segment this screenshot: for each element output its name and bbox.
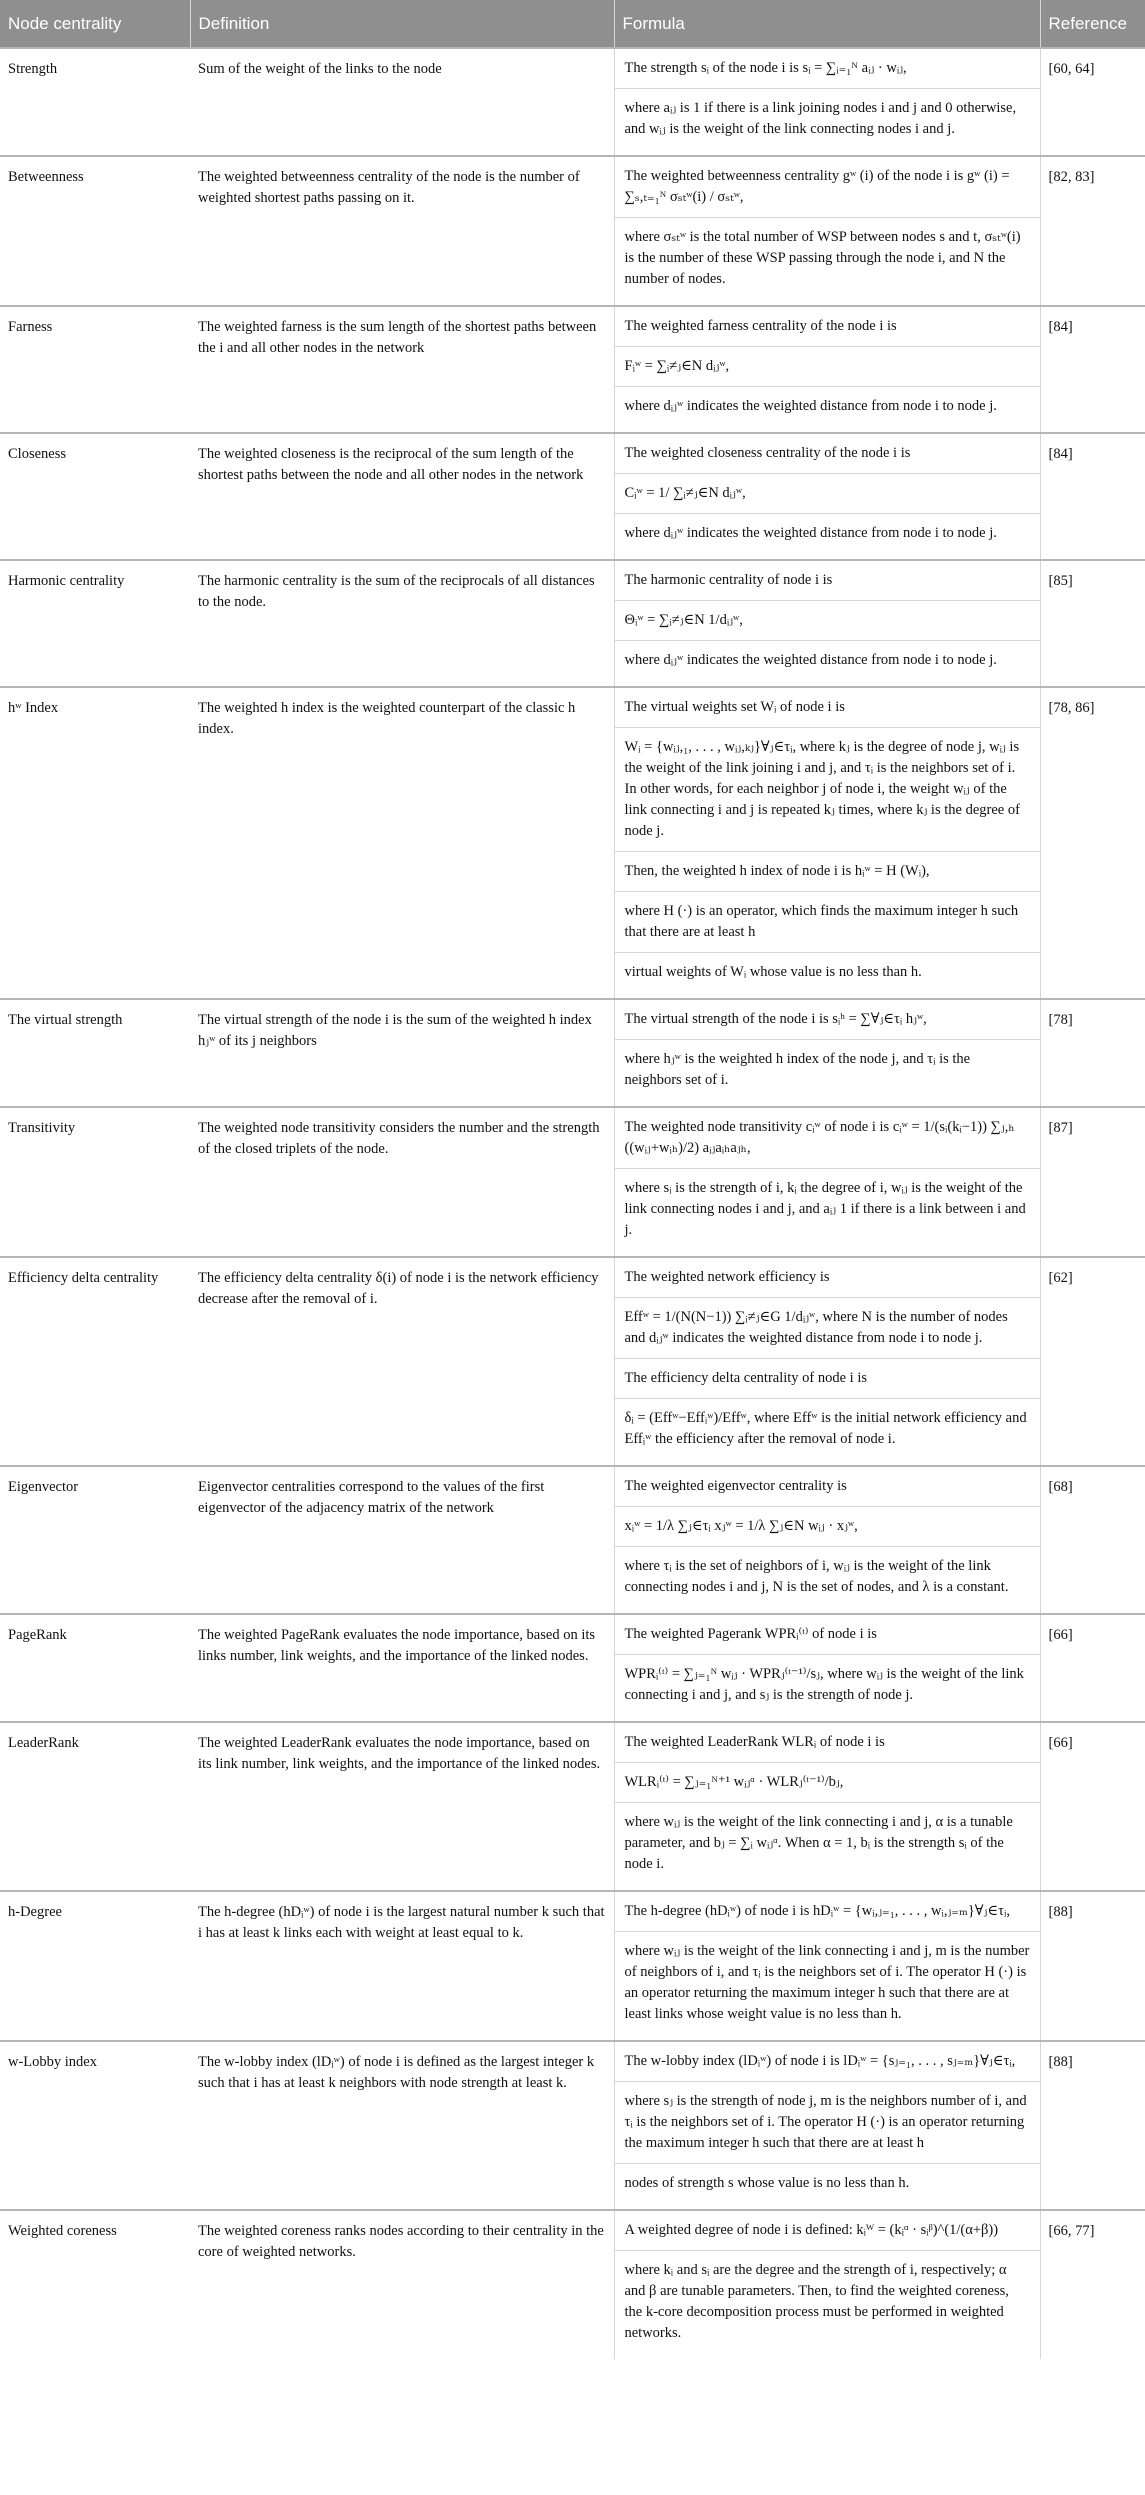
formula-line: The h-degree (hDᵢʷ) of node i is hDᵢʷ = {wᵢ,ⱼ₌₁, . . . , wᵢ,ⱼ₌ₘ}∀ⱼ∈τᵢ, xyxy=(615,1892,1040,1932)
row-formula xyxy=(614,1107,1040,1257)
row-formula xyxy=(614,1614,1040,1722)
table-row xyxy=(0,1891,1145,2041)
formula-line: where τᵢ is the set of neighbors of i, wᵢⱼ is the weight of the link connecting nodes i and j, N is the set of nodes, and λ is a constant. xyxy=(624,1558,1009,1595)
header-row xyxy=(0,0,1145,48)
formula-line: where dᵢⱼʷ indicates the weighted distance from node i to node j. xyxy=(624,652,997,668)
formula-line: The weighted node transitivity cᵢʷ of node i is cᵢʷ = 1/(sᵢ(kᵢ−1)) ∑ⱼ,ₕ ((wᵢⱼ+wᵢₕ)/2) aᵢⱼaᵢₕaⱼₕ, xyxy=(615,1108,1040,1169)
header-reference: Reference xyxy=(1040,0,1145,48)
row-name: Transitivity xyxy=(0,1107,190,1257)
row-definition: Sum of the weight of the links to the node xyxy=(190,48,614,156)
row-formula xyxy=(614,999,1040,1107)
row-name: Strength xyxy=(0,48,190,156)
row-formula xyxy=(614,1466,1040,1614)
row-formula xyxy=(614,48,1040,156)
formula-line: δᵢ = (Effʷ−Effᵢʷ)/Effʷ, where Effʷ is the initial network efficiency and Effᵢʷ the efficiency after the removal of node i. xyxy=(624,1410,1027,1447)
formula-line: The virtual weights set Wᵢ of node i is xyxy=(615,688,1040,728)
row-definition: The weighted PageRank evaluates the node importance, based on its links number, link weights, and the importance of the linked nodes. xyxy=(190,1614,614,1722)
formula-line: The virtual strength of the node i is sᵢʰ = ∑∀ⱼ∈τᵢ hⱼʷ, xyxy=(615,1000,1040,1040)
row-definition: The weighted coreness ranks nodes according to their centrality in the core of weighted networks. xyxy=(190,2210,614,2359)
table-row xyxy=(0,1722,1145,1891)
row-reference: [84] xyxy=(1040,433,1145,560)
formula-line: Cᵢʷ = 1/ ∑ᵢ≠ⱼ∈N dᵢⱼʷ, xyxy=(615,474,1040,514)
row-name: w-Lobby index xyxy=(0,2041,190,2210)
row-definition: The weighted betweenness centrality of the node is the number of weighted shortest paths passing on it. xyxy=(190,156,614,306)
formula-line: where dᵢⱼʷ indicates the weighted distance from node i to node j. xyxy=(624,398,997,414)
table-row xyxy=(0,1257,1145,1466)
table-row xyxy=(0,156,1145,306)
table-row xyxy=(0,48,1145,156)
formula-line: The weighted betweenness centrality gʷ (i) of the node i is gʷ (i) = ∑ₛ,ₜ₌₁ᴺ σₛₜʷ(i) / σₛₜʷ, xyxy=(615,157,1040,218)
row-definition: The weighted LeaderRank evaluates the node importance, based on its link number, link weights, and the importance of the linked nodes. xyxy=(190,1722,614,1891)
row-name: LeaderRank xyxy=(0,1722,190,1891)
formula-line: The strength sᵢ of the node i is sᵢ = ∑ᵢ₌₁ᴺ aᵢⱼ · wᵢⱼ, xyxy=(615,49,1040,89)
row-reference: [78, 86] xyxy=(1040,687,1145,999)
row-reference: [87] xyxy=(1040,1107,1145,1257)
formula-line: The w-lobby index (lDᵢʷ) of node i is lDᵢʷ = {sⱼ₌₁, . . . , sⱼ₌ₘ}∀ⱼ∈τᵢ, xyxy=(615,2042,1040,2082)
formula-line: The efficiency delta centrality of node i is xyxy=(615,1359,1040,1399)
row-formula xyxy=(614,687,1040,999)
row-name: Efficiency delta centrality xyxy=(0,1257,190,1466)
table-row xyxy=(0,687,1145,999)
row-definition: The weighted closeness is the reciprocal of the sum length of the shortest paths between the node and all other nodes in the network xyxy=(190,433,614,560)
table-row xyxy=(0,2041,1145,2210)
row-name: Weighted coreness xyxy=(0,2210,190,2359)
formula-line: Wᵢ = {wᵢⱼ,₁, . . . , wᵢⱼ,ₖⱼ}∀ⱼ∈τᵢ, where kⱼ is the degree of node j, wᵢⱼ is the weight of the link joining i and j, and τᵢ is the neighbors set of i. In other words, for each neighbor j of node i, the weight wᵢⱼ of the link connecting i and j is repeated kⱼ times, where kⱼ is the degree of node j. xyxy=(615,728,1040,852)
formula-line: where wᵢⱼ is the weight of the link connecting i and j, m is the number of neighbors of i, and τᵢ is the neighbors set of i. The operator H (·) is an operator returning the maximum integer h such that there are at least links whose weight value is no less than h. xyxy=(624,1943,1030,2022)
table-row xyxy=(0,1466,1145,1614)
row-formula xyxy=(614,2041,1040,2210)
formula-line: The weighted closeness centrality of the node i is xyxy=(615,434,1040,474)
row-formula xyxy=(614,1891,1040,2041)
formula-line: WLRᵢ⁽ᵗ⁾ = ∑ⱼ₌₁ᴺ⁺¹ wᵢⱼᵅ · WLRⱼ⁽ᵗ⁻¹⁾/bⱼ, xyxy=(615,1763,1040,1803)
row-definition: The weighted farness is the sum length of the shortest paths between the i and all other nodes in the network xyxy=(190,306,614,433)
table-row xyxy=(0,999,1145,1107)
row-reference: [68] xyxy=(1040,1466,1145,1614)
formula-line: where wᵢⱼ is the weight of the link connecting i and j, α is a tunable parameter, and bⱼ = ∑ᵢ wᵢⱼᵅ. When α = 1, bᵢ is the strength sᵢ of the node i. xyxy=(624,1814,1013,1872)
row-definition: Eigenvector centralities correspond to the values of the first eigenvector of the adjacency matrix of the network xyxy=(190,1466,614,1614)
formula-line: Θᵢʷ = ∑ᵢ≠ⱼ∈N 1/dᵢⱼʷ, xyxy=(615,601,1040,641)
row-reference: [84] xyxy=(1040,306,1145,433)
formula-line: The weighted LeaderRank WLRᵢ of node i is xyxy=(615,1723,1040,1763)
formula-line: where σₛₜʷ is the total number of WSP between nodes s and t, σₛₜʷ(i) is the number of these WSP passing through the node i, and N the number of nodes. xyxy=(624,229,1021,287)
table-row xyxy=(0,433,1145,560)
row-formula xyxy=(614,156,1040,306)
row-formula xyxy=(614,560,1040,687)
row-name: Betweenness xyxy=(0,156,190,306)
formula-line: Fᵢʷ = ∑ᵢ≠ⱼ∈N dᵢⱼʷ, xyxy=(615,347,1040,387)
header-formula: Formula xyxy=(614,0,1040,48)
row-reference: [88] xyxy=(1040,2041,1145,2210)
row-reference: [88] xyxy=(1040,1891,1145,2041)
row-reference: [66, 77] xyxy=(1040,2210,1145,2359)
row-formula xyxy=(614,433,1040,560)
table-row xyxy=(0,1614,1145,1722)
formula-line: where H (·) is an operator, which finds the maximum integer h such that there are at least h xyxy=(615,892,1040,953)
formula-line: where sⱼ is the strength of node j, m is the neighbors number of i, and τᵢ is the neighbors set of i. The operator H (·) is an operator returning the maximum integer h such that there are at least h xyxy=(615,2082,1040,2164)
formula-line: The harmonic centrality of node i is xyxy=(615,561,1040,601)
row-reference: [85] xyxy=(1040,560,1145,687)
formula-line: The weighted farness centrality of the node i is xyxy=(615,307,1040,347)
formula-line: A weighted degree of node i is defined: kᵢᵂ = (kᵢᵅ · sᵢᵝ)^(1/(α+β)) xyxy=(615,2211,1040,2251)
formula-line: where kᵢ and sᵢ are the degree and the strength of i, respectively; α and β are tunable parameters. Then, to find the weighted coreness, the k-core decomposition process must be performed in weighted networks. xyxy=(624,2262,1009,2341)
row-definition: The harmonic centrality is the sum of the reciprocals of all distances to the node. xyxy=(190,560,614,687)
table-row xyxy=(0,2210,1145,2359)
row-definition: The weighted node transitivity considers the number and the strength of the closed triplets of the node. xyxy=(190,1107,614,1257)
header-node-centrality: Node centrality xyxy=(0,0,190,48)
formula-line: The weighted eigenvector centrality is xyxy=(615,1467,1040,1507)
row-name: Eigenvector xyxy=(0,1466,190,1614)
row-name: Farness xyxy=(0,306,190,433)
formula-line: where aᵢⱼ is 1 if there is a link joining nodes i and j and 0 otherwise, and wᵢⱼ is the weight of the link connecting nodes i and j. xyxy=(624,100,1017,137)
row-reference: [60, 64] xyxy=(1040,48,1145,156)
row-definition: The h-degree (hDᵢʷ) of node i is the largest natural number k such that i has at least k links each with weight at least equal to k. xyxy=(190,1891,614,2041)
formula-line: xᵢʷ = 1/λ ∑ⱼ∈τᵢ xⱼʷ = 1/λ ∑ⱼ∈N wᵢⱼ · xⱼʷ, xyxy=(615,1507,1040,1547)
header-definition: Definition xyxy=(190,0,614,48)
row-formula xyxy=(614,1257,1040,1466)
row-definition: The weighted h index is the weighted counterpart of the classic h index. xyxy=(190,687,614,999)
row-name: Closeness xyxy=(0,433,190,560)
table-row xyxy=(0,1107,1145,1257)
row-name: Harmonic centrality xyxy=(0,560,190,687)
formula-line: where sᵢ is the strength of i, kᵢ the degree of i, wᵢⱼ is the weight of the link connecting nodes i and j, and aᵢⱼ 1 if there is a link between i and j. xyxy=(624,1180,1026,1238)
row-reference: [78] xyxy=(1040,999,1145,1107)
row-definition: The w-lobby index (lDᵢʷ) of node i is defined as the largest integer k such that i has at least k neighbors with node strength at least k. xyxy=(190,2041,614,2210)
row-name: h-Degree xyxy=(0,1891,190,2041)
formula-line: Effʷ = 1/(N(N−1)) ∑ᵢ≠ⱼ∈G 1/dᵢⱼʷ, where N is the number of nodes and dᵢⱼʷ indicates the weighted distance from node i to node j. xyxy=(615,1298,1040,1359)
row-name: The virtual strength xyxy=(0,999,190,1107)
row-formula xyxy=(614,1722,1040,1891)
formula-line: where dᵢⱼʷ indicates the weighted distance from node i to node j. xyxy=(624,525,997,541)
formula-line: virtual weights of Wᵢ whose value is no less than h. xyxy=(624,964,922,980)
formula-line: where hⱼʷ is the weighted h index of the node j, and τᵢ is the neighbors set of i. xyxy=(624,1051,971,1088)
row-formula xyxy=(614,2210,1040,2359)
table-row xyxy=(0,306,1145,433)
row-name: PageRank xyxy=(0,1614,190,1722)
row-reference: [66] xyxy=(1040,1722,1145,1891)
row-definition: The virtual strength of the node i is the sum of the weighted h index hⱼʷ of its j neighbors xyxy=(190,999,614,1107)
table-row xyxy=(0,560,1145,687)
row-definition: The efficiency delta centrality δ(i) of node i is the network efficiency decrease after the removal of i. xyxy=(190,1257,614,1466)
row-reference: [62] xyxy=(1040,1257,1145,1466)
formula-line: WPRᵢ⁽ᵗ⁾ = ∑ⱼ₌₁ᴺ wᵢⱼ · WPRⱼ⁽ᵗ⁻¹⁾/sⱼ, where wᵢⱼ is the weight of the link connecting i and j, and sⱼ is the strength of node j. xyxy=(624,1666,1024,1703)
row-name: hʷ Index xyxy=(0,687,190,999)
formula-line: The weighted Pagerank WPRᵢ⁽ᵗ⁾ of node i is xyxy=(615,1615,1040,1655)
row-formula xyxy=(614,306,1040,433)
formula-line: The weighted network efficiency is xyxy=(615,1258,1040,1298)
formula-line: Then, the weighted h index of node i is hᵢʷ = H (Wᵢ), xyxy=(615,852,1040,892)
row-reference: [66] xyxy=(1040,1614,1145,1722)
row-reference: [82, 83] xyxy=(1040,156,1145,306)
formula-line: nodes of strength s whose value is no less than h. xyxy=(624,2175,910,2191)
